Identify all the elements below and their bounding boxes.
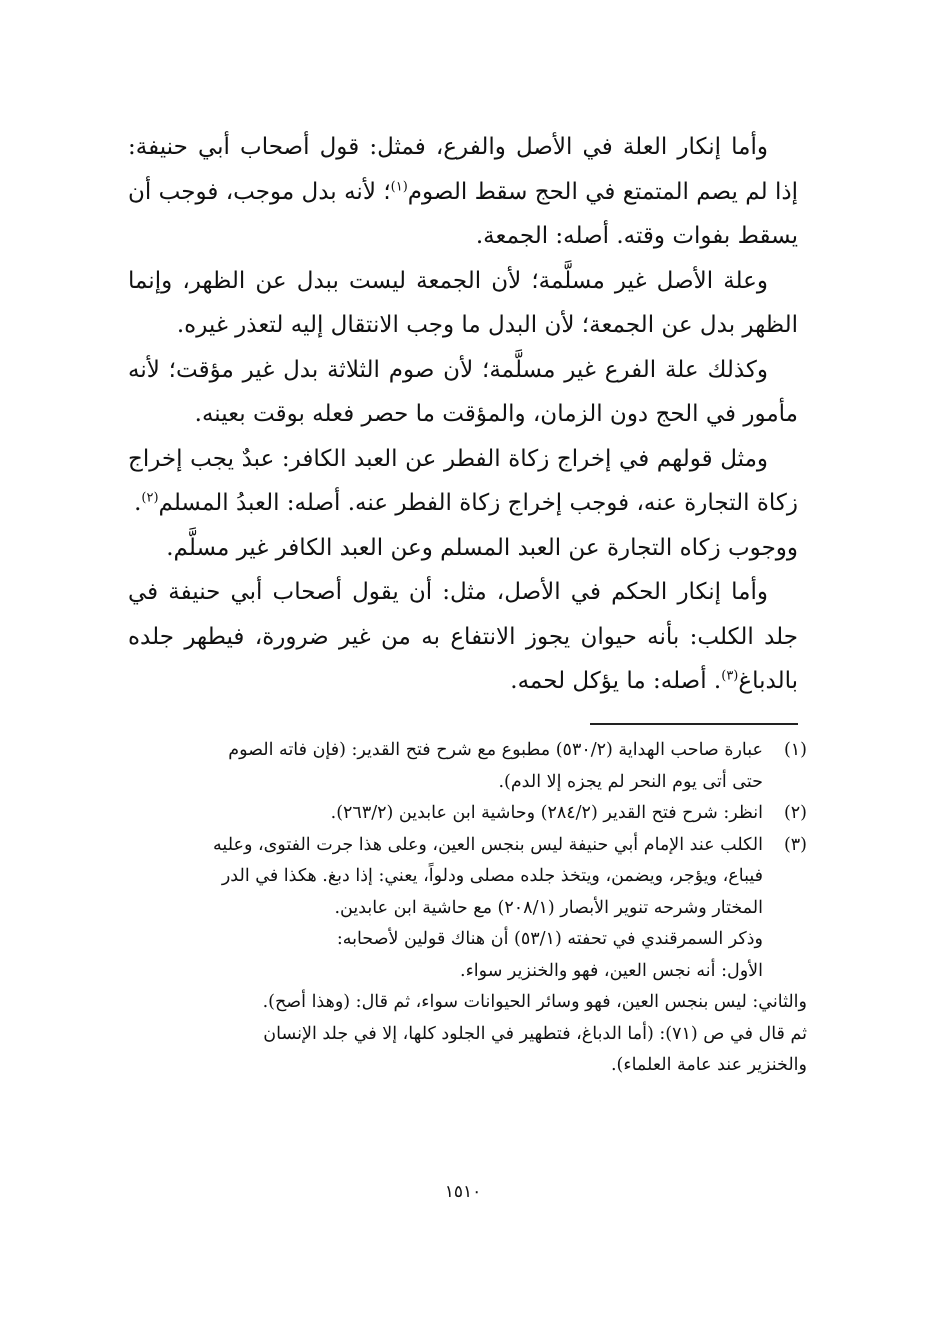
footnote-line: الكلب عند الإمام أبي حنيفة ليس بنجس العين، وعلى هذا جرت الفتوى، وعليه xyxy=(213,834,763,855)
paragraph-4 xyxy=(128,437,798,526)
footnote-line: فيباع، ويؤجر، ويضمن، ويتخذ جلده مصلى ودلواً، يعني: إذا دبغ. هكذا في الدر xyxy=(221,866,763,886)
footnote-line: ثم قال في ص (٧١): (أما الدباغ، فتطهير في الجلود كلها، إلا في جلد الإنسان xyxy=(263,1023,807,1044)
footnote-line: عبارة صاحب الهداية (٥٣٠/٢) مطبوع مع شرح فتح القدير: (فإن فاته الصوم xyxy=(228,740,763,760)
footnote-divider xyxy=(590,723,798,725)
footnote-3 xyxy=(122,830,807,1082)
footnote-line: انظر: شرح فتح القدير (٢٨٤/٢) وحاشية ابن عابدين (٢٦٣/٢). xyxy=(330,803,763,823)
paragraph-6-text: وأما إنكار الحكم في الأصل، مثل: أن يقول أصحاب أبي حنيفة في جلد الكلب: بأنه حيوان يجوز الانتفاع به من غير ضرورة، فيطهر جلده بالدباغ xyxy=(128,579,798,694)
footnote-1 xyxy=(122,735,807,798)
paragraph-1 xyxy=(128,125,798,259)
main-text xyxy=(128,125,798,704)
footnote-body xyxy=(122,735,763,798)
paragraph-6-end: . أصله: ما يؤكل لحمه. xyxy=(510,668,722,694)
paragraph-3: وكذلك علة الفرع غير مسلَّمة؛ لأن صوم الثلاثة بدل غير مؤقت؛ لأنه مأمور في الحج دون الزمان، والمؤقت ما حصر فعله بوقت بعينه. xyxy=(128,356,798,427)
paragraph-4-text: ومثل قولهم في إخراج زكاة الفطر عن العبد الكافر: عبدٌ يجب إخراج زكاة التجارة عنه، فوجب إخراج زكاة الفطر عنه. أصله: العبدُ المسلم xyxy=(128,445,798,516)
footnote-number: (١) xyxy=(783,740,807,760)
paragraph-1-end: ؛ لأنه بدل موجب، فوجب أن يسقط بفوات وقته. أصله: الجمعة. xyxy=(128,178,798,249)
footnote-line: والخنزير عند عامة العلماء). xyxy=(610,1055,807,1075)
footnote-line: والثاني: ليس بنجس العين، فهو وسائر الحيوانات سواء، ثم قال: (وهذا أصح). xyxy=(262,992,807,1012)
footnote-number: (٢) xyxy=(783,803,807,823)
paragraph-6 xyxy=(128,570,798,704)
footnote-body xyxy=(122,798,763,830)
footnote-line: وذكر السمرقندي في تحفته (٥٣/١) أن هناك قولين لأصحابه: xyxy=(336,929,763,949)
paragraph-4-end: . xyxy=(134,490,142,516)
paragraph-1-text: وأما إنكار العلة في الأصل والفرع، فمثل: قول أصحاب أبي حنيفة: إذا لم يصم المتمتع في الحج سقط الصوم xyxy=(128,134,798,205)
footnote-ref-1[interactable]: (١) xyxy=(390,178,408,194)
footnote-ref-3[interactable]: (٣) xyxy=(721,668,739,684)
paragraph-5: ووجوب زكاه التجارة عن العبد المسلم وعن العبد الكافر غير مسلَّم. xyxy=(166,534,798,561)
footnote-line: حتى أتى يوم النحر لم يجزه إلا الدم). xyxy=(498,771,763,792)
footnote-line: المختار وشرحه تنوير الأبصار (٢٠٨/١) مع حاشية ابن عابدين. xyxy=(334,897,763,918)
footnote-line: الأول: أنه نجس العين، فهو والخنزير سواء. xyxy=(460,960,763,981)
footnote-number: (٣) xyxy=(783,834,807,855)
footnotes xyxy=(122,735,807,1082)
paragraph-2: وعلة الأصل غير مسلَّمة؛ لأن الجمعة ليست ببدل عن الظهر، وإنما الظهر بدل عن الجمعة؛ لأن البدل ما وجب الانتقال إليه لتعذر غيره. xyxy=(128,267,798,338)
footnote-2 xyxy=(122,798,807,830)
page-number: ١٥١٠ xyxy=(444,1182,482,1202)
footnote-body xyxy=(122,830,807,1082)
footnote-ref-2[interactable]: (٢) xyxy=(141,490,159,506)
